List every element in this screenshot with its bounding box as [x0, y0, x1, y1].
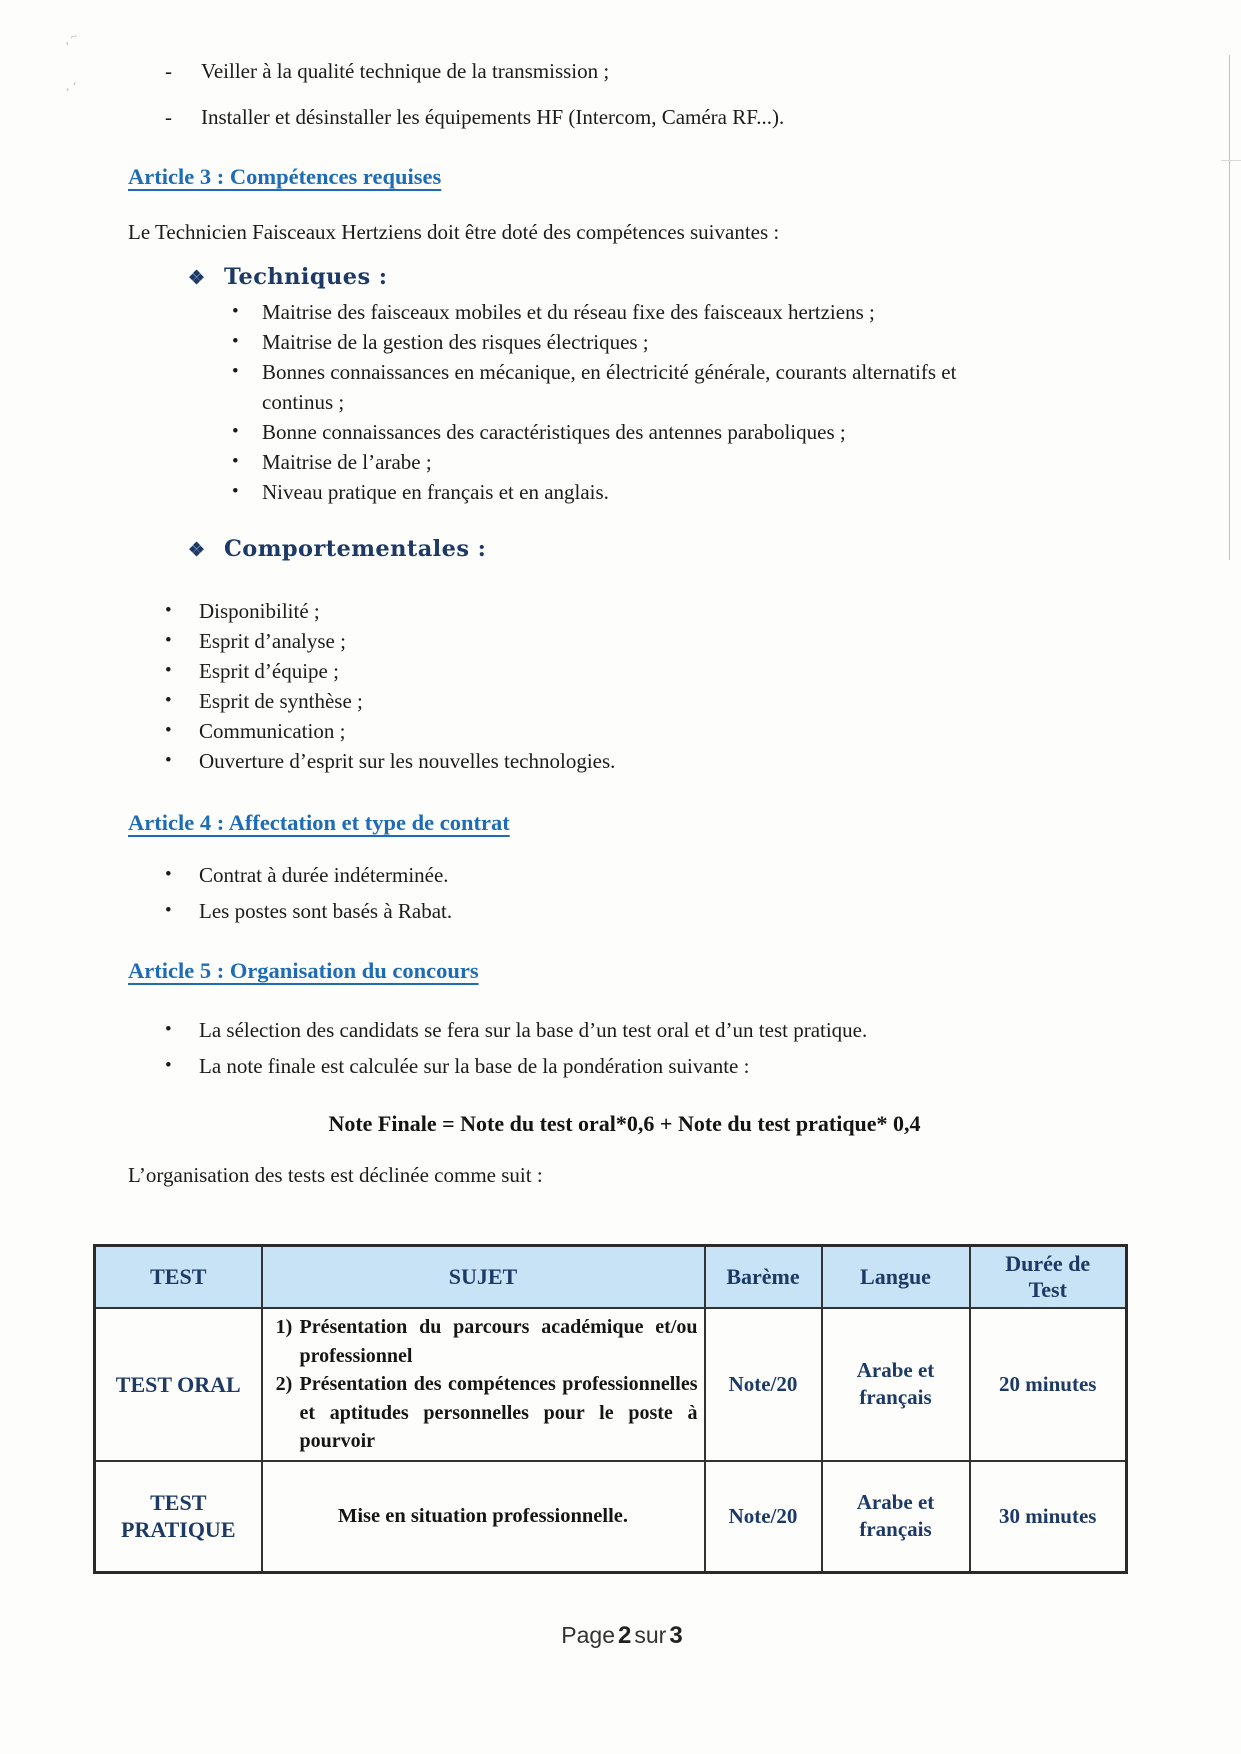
article3-intro: Le Technicien Faisceaux Hertziens doit être doté des compétences suivantes :: [128, 220, 780, 244]
bareme-cell: Note/20: [705, 1461, 822, 1573]
bullet-icon: •: [165, 900, 172, 921]
list-item-text: Esprit d’équipe ;: [199, 659, 339, 683]
list-item: [165, 1015, 1121, 1045]
list-item: [165, 626, 1121, 656]
list-item-text: La sélection des candidats se fera sur la base d’un test oral et d’un test pratique.: [199, 1018, 868, 1042]
footer-page-number: 2: [618, 1622, 632, 1649]
bullet-icon: •: [165, 690, 172, 711]
list-item-text: Bonnes connaissances en mécanique, en électricité générale, courants alternatifs et continus ;: [262, 360, 957, 414]
list-item: [232, 357, 1121, 417]
bullet-icon: •: [232, 451, 239, 472]
bullet-icon: •: [232, 301, 239, 322]
scan-speck: , ‘: [66, 78, 77, 93]
column-header-bareme: Barème: [705, 1246, 822, 1309]
scan-edge-tick: [1221, 160, 1241, 161]
langue-cell: Arabe et français: [822, 1308, 970, 1461]
final-note-formula: Note Finale = Note du test oral*0,6 + Note du test pratique* 0,4: [328, 1111, 921, 1136]
list-item-text: Veiller à la qualité technique de la transmission ;: [201, 59, 610, 83]
sujet-cell: Mise en situation professionnelle.: [262, 1461, 705, 1573]
scan-edge-line: [1229, 55, 1230, 560]
article3-title: Article 3 : Compétences requises: [128, 164, 442, 189]
bullet-icon: •: [165, 660, 172, 681]
bullet-icon: •: [165, 630, 172, 651]
list-item: [232, 327, 1121, 357]
tests-organisation-intro: L’organisation des tests est déclinée comme suit :: [128, 1163, 543, 1187]
item-text: Présentation du parcours académique et/ou professionnel: [299, 1316, 698, 1367]
sujet-cell: [262, 1308, 705, 1461]
list-item: [165, 716, 1121, 746]
list-item-text: Ouverture d’esprit sur les nouvelles technologies.: [199, 749, 616, 773]
list-item: [165, 56, 1121, 86]
scan-speck: , ~: [61, 28, 80, 47]
list-item-text: Esprit de synthèse ;: [199, 689, 363, 713]
article5-list: [165, 1015, 1121, 1081]
list-item: [165, 102, 1121, 132]
column-header-sujet: SUJET: [262, 1246, 705, 1309]
techniques-heading: [188, 262, 1121, 293]
mission-dash-list: [165, 56, 1121, 132]
list-item: [165, 896, 1121, 926]
page-footer: [0, 1622, 1241, 1650]
comportementales-heading-text: Comportementales :: [224, 536, 487, 562]
list-item-text: Bonne connaissances des caractéristiques des antennes paraboliques ;: [262, 420, 846, 444]
column-header-test: TEST: [95, 1246, 262, 1309]
bullet-icon: •: [232, 481, 239, 502]
bullet-icon: •: [165, 750, 172, 771]
list-item: [165, 656, 1121, 686]
list-item: [232, 297, 1121, 327]
list-item-text: La note finale est calculée sur la base de la pondération suivante :: [199, 1054, 750, 1078]
bullet-icon: •: [232, 331, 239, 352]
item-number: 2): [275, 1373, 293, 1395]
list-item-text: Installer et désinstaller les équipements HF (Intercom, Caméra RF...).: [201, 105, 785, 129]
table-row: [95, 1308, 1127, 1461]
bullet-icon: •: [232, 421, 239, 442]
footer-separator: sur: [634, 1622, 667, 1648]
bullet-icon: •: [165, 600, 172, 621]
dash-bullet-icon: -: [165, 105, 172, 129]
item-text: Présentation des compétences professionnelles et aptitudes personnelles pour le poste à pourvoir: [299, 1373, 698, 1452]
list-item-text: Disponibilité ;: [199, 599, 320, 623]
column-header-duree-text: Durée de Test: [1005, 1251, 1091, 1302]
list-item-text: Maitrise de la gestion des risques électriques ;: [262, 330, 649, 354]
comportementales-list: [165, 596, 1121, 776]
list-item-text: Communication ;: [199, 719, 346, 743]
bareme-cell: Note/20: [705, 1308, 822, 1461]
article5-title: Article 5 : Organisation du concours: [128, 958, 479, 983]
column-header-duree: [970, 1246, 1127, 1309]
diamond-bullet-icon: ❖: [188, 539, 206, 561]
footer-page-label: Page: [561, 1622, 616, 1648]
sujet-numbered-item: [269, 1370, 698, 1456]
sujet-numbered-item: [269, 1313, 698, 1370]
bullet-icon: •: [165, 720, 172, 741]
diamond-bullet-icon: ❖: [188, 267, 206, 289]
bullet-icon: •: [165, 864, 172, 885]
bullet-icon: •: [165, 1019, 172, 1040]
list-item-text: Niveau pratique en français et en anglais.: [262, 480, 609, 504]
list-item: [165, 686, 1121, 716]
article4-list: [165, 860, 1121, 926]
techniques-list: [232, 297, 1121, 507]
list-item: [232, 477, 1121, 507]
duree-cell: 20 minutes: [970, 1308, 1127, 1461]
duree-cell: 30 minutes: [970, 1461, 1127, 1573]
test-name-cell: TEST PRATIQUE: [95, 1461, 262, 1573]
bullet-icon: •: [165, 1055, 172, 1076]
comportementales-heading: [188, 534, 1121, 565]
list-item: [165, 596, 1121, 626]
list-item: [165, 746, 1121, 776]
list-item: [232, 417, 1121, 447]
list-item: [232, 447, 1121, 477]
list-item-text: Maitrise des faisceaux mobiles et du réseau fixe des faisceaux hertziens ;: [262, 300, 875, 324]
list-item-text: Maitrise de l’arabe ;: [262, 450, 432, 474]
table-row: [95, 1461, 1127, 1573]
list-item-text: Esprit d’analyse ;: [199, 629, 346, 653]
table-header-row: [95, 1246, 1127, 1309]
list-item-text: Les postes sont basés à Rabat.: [199, 899, 453, 923]
bullet-icon: •: [232, 361, 239, 382]
dash-bullet-icon: -: [165, 59, 172, 83]
footer-total-pages: 3: [669, 1622, 683, 1649]
langue-cell: Arabe et français: [822, 1461, 970, 1573]
list-item-text: Contrat à durée indéterminée.: [199, 863, 449, 887]
techniques-heading-text: Techniques :: [224, 264, 388, 290]
test-name-cell: TEST ORAL: [95, 1308, 262, 1461]
article4-title: Article 4 : Affectation et type de contrat: [128, 810, 510, 835]
tests-table: [93, 1244, 1128, 1574]
column-header-langue: Langue: [822, 1246, 970, 1309]
list-item: [165, 860, 1121, 890]
list-item: [165, 1051, 1121, 1081]
item-number: 1): [275, 1316, 293, 1338]
